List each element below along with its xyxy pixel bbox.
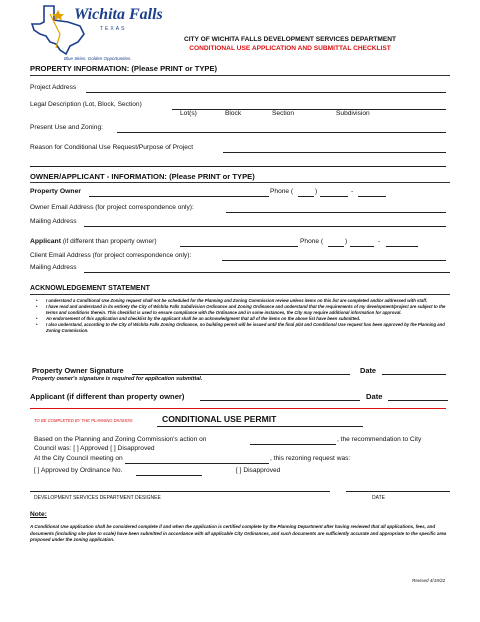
owner-date-label: Date [360,366,377,375]
form-title [150,45,430,52]
applicant-phone-dash: - [378,238,381,245]
owner-email-field[interactable] [226,212,446,213]
based-on-label: Based on the Planning and Zoning Commission's action on [34,436,207,443]
owner-date-field[interactable] [382,374,446,375]
property-owner-label: Property Owner [30,188,81,195]
divider [30,182,450,183]
legal-description-label: Legal Description (Lot, Block, Section) [30,101,142,108]
owner-email-label: Owner Email Address (for project correspondence only): [30,204,194,211]
logo-wordmark: Wichita Falls [74,6,163,23]
council-meeting-label: At the City Council meeting on [34,455,123,462]
owner-phone-prefix-field[interactable] [320,196,348,197]
owner-phone-area-field[interactable] [298,196,314,197]
property-info-heading: PROPERTY INFORMATION: (Please PRINT or TYPE) [30,64,218,73]
council-was-label: Council was: [ ] Approved [ ] Disapproved [34,445,155,452]
reason-field-line-2[interactable] [30,166,446,167]
applicant-phone-prefix-field[interactable] [350,246,374,247]
applicant-phone-line-field[interactable] [386,246,418,247]
form-title-rest: APPLICATION AND SUBMITTAL CHECKLIST [251,45,391,52]
recommendation-label: , the recommendation to City [337,436,422,443]
owner-mailing-field[interactable] [84,226,446,227]
form-title-red: CONDITIONAL USE [189,45,251,52]
red-divider [30,408,446,409]
client-email-label: Client Email Address (for project correspondence only): [30,252,192,259]
block-label: Block [225,110,242,117]
applicant-label: Applicant [30,238,61,245]
applicant-field[interactable] [180,246,298,247]
logo-tagline: Blue Skies. Golden Opportunities. [64,56,132,61]
applicant-signature-label: Applicant (if different than property owner) [30,392,185,401]
applicant-note: (if different than property owner) [62,238,157,245]
revised-date: Revised 4/19/22 [412,578,446,583]
council-meeting-date-field[interactable] [125,463,269,464]
ack-item: • I have read and understand in its entirety the City of Wichita Falls Subdivision Ordinance and Zoning Ordinance and understand that the requirements of my development/project are subject to the terms and conditions therein. This checklist is used to ensure compliance with the Ordinance and in some instances, the City may require additional information for approval. [36,304,446,315]
owner-required-note: Property owner's signature is required for application submittal. [32,376,203,382]
project-address-field[interactable] [86,92,446,93]
ack-heading: ACKNOWLEDGEMENT STATEMENT [30,285,150,292]
pz-action-date-field[interactable] [250,444,336,445]
ack-item: • I also understand, according to the City of Wichita Falls Zoning Ordinance, no building permit will be issued until the final plat and Conditional Use request has been approved by the Planning and Zoning Commission. [36,322,445,333]
reason-label: Reason for Conditional Use Request/Purpose of Project [30,144,194,151]
owner-info-heading: OWNER/APPLICANT - INFORMATION: (Please PRINT or TYPE) [30,172,255,181]
ordinance-number-field[interactable] [136,475,202,476]
owner-mailing-label: Mailing Address [30,218,77,225]
note-text: A Conditional Use application shall be considered complete if and when the application is certified complete by the Planning Department after having reviewed that all applications, fees, and documents (including site plan to scale) have been submitted in accordance with all applicable City Ordinances, and such documents are sufficiently accurate and appropriate to the specific area proposed under the zoning application. [30,524,447,543]
city-logo [30,4,163,64]
owner-phone-close: ) [315,188,318,195]
present-use-label: Present Use and Zoning: [30,124,103,131]
client-email-field[interactable] [222,260,446,261]
lot-label: Lot(s) [180,110,197,117]
rezoning-label: , this rezoning request was: [270,455,351,462]
applicant-date-label: Date [366,392,383,401]
applicant-date-field[interactable] [388,400,448,401]
owner-phone-dash: - [351,188,354,195]
divider [30,294,450,295]
owner-signature-label: Property Owner Signature [32,366,124,375]
owner-phone-label: Phone ( [270,188,294,195]
section-label: Section [272,110,294,117]
present-use-field[interactable] [117,132,446,133]
note-heading: Note: [30,511,47,518]
owner-signature-field[interactable] [132,374,350,375]
applicant-label-group [30,238,157,245]
designee-date-label: DATE [372,495,385,501]
ack-item: • An endorsement of this application and checklist by the applicant shall be an acknowledgment that all of the items on the above list have been submitted. [36,315,361,321]
applicant-phone-area-field[interactable] [328,246,344,247]
divider [30,75,450,76]
approved-ordinance-label: [ ] Approved by Ordinance No. [34,467,123,474]
planning-division-label: TO BE COMPLETED BY THE PLANNING DIVISION: [34,418,134,423]
ack-item: • I understand a Conditional Use Zoning request shall not be scheduled for the Planning and Zoning Commission review unless items on this list are completed and/or addressed with staff. [36,298,428,303]
applicant-phone-close: ) [345,238,348,245]
property-owner-field[interactable] [89,196,269,197]
applicant-mailing-field[interactable] [84,272,450,273]
reason-field[interactable] [223,152,446,153]
logo-state: TEXAS [100,26,127,32]
department-heading: CITY OF WICHITA FALLS DEVELOPMENT SERVICES DEPARTMENT [183,36,397,43]
designee-label: DEVELOPMENT SERVICES DEPARTMENT DESIGNEE [34,495,161,501]
project-address-label: Project Address [30,84,77,91]
legal-description-field[interactable] [172,109,446,110]
applicant-phone-label: Phone ( [300,238,324,245]
subdivision-label: Subdivision [336,110,370,117]
disapproved-label: [ ] Disapproved [236,467,281,474]
designee-date-field[interactable] [346,491,450,492]
permit-title-rule [157,426,363,427]
applicant-mailing-label: Mailing Address [30,264,77,271]
applicant-signature-field[interactable] [200,400,360,401]
ack-list [30,298,450,334]
owner-phone-line-field[interactable] [358,196,386,197]
designee-signature-field[interactable] [30,491,330,492]
permit-title: CONDITIONAL USE PERMIT [162,414,277,424]
